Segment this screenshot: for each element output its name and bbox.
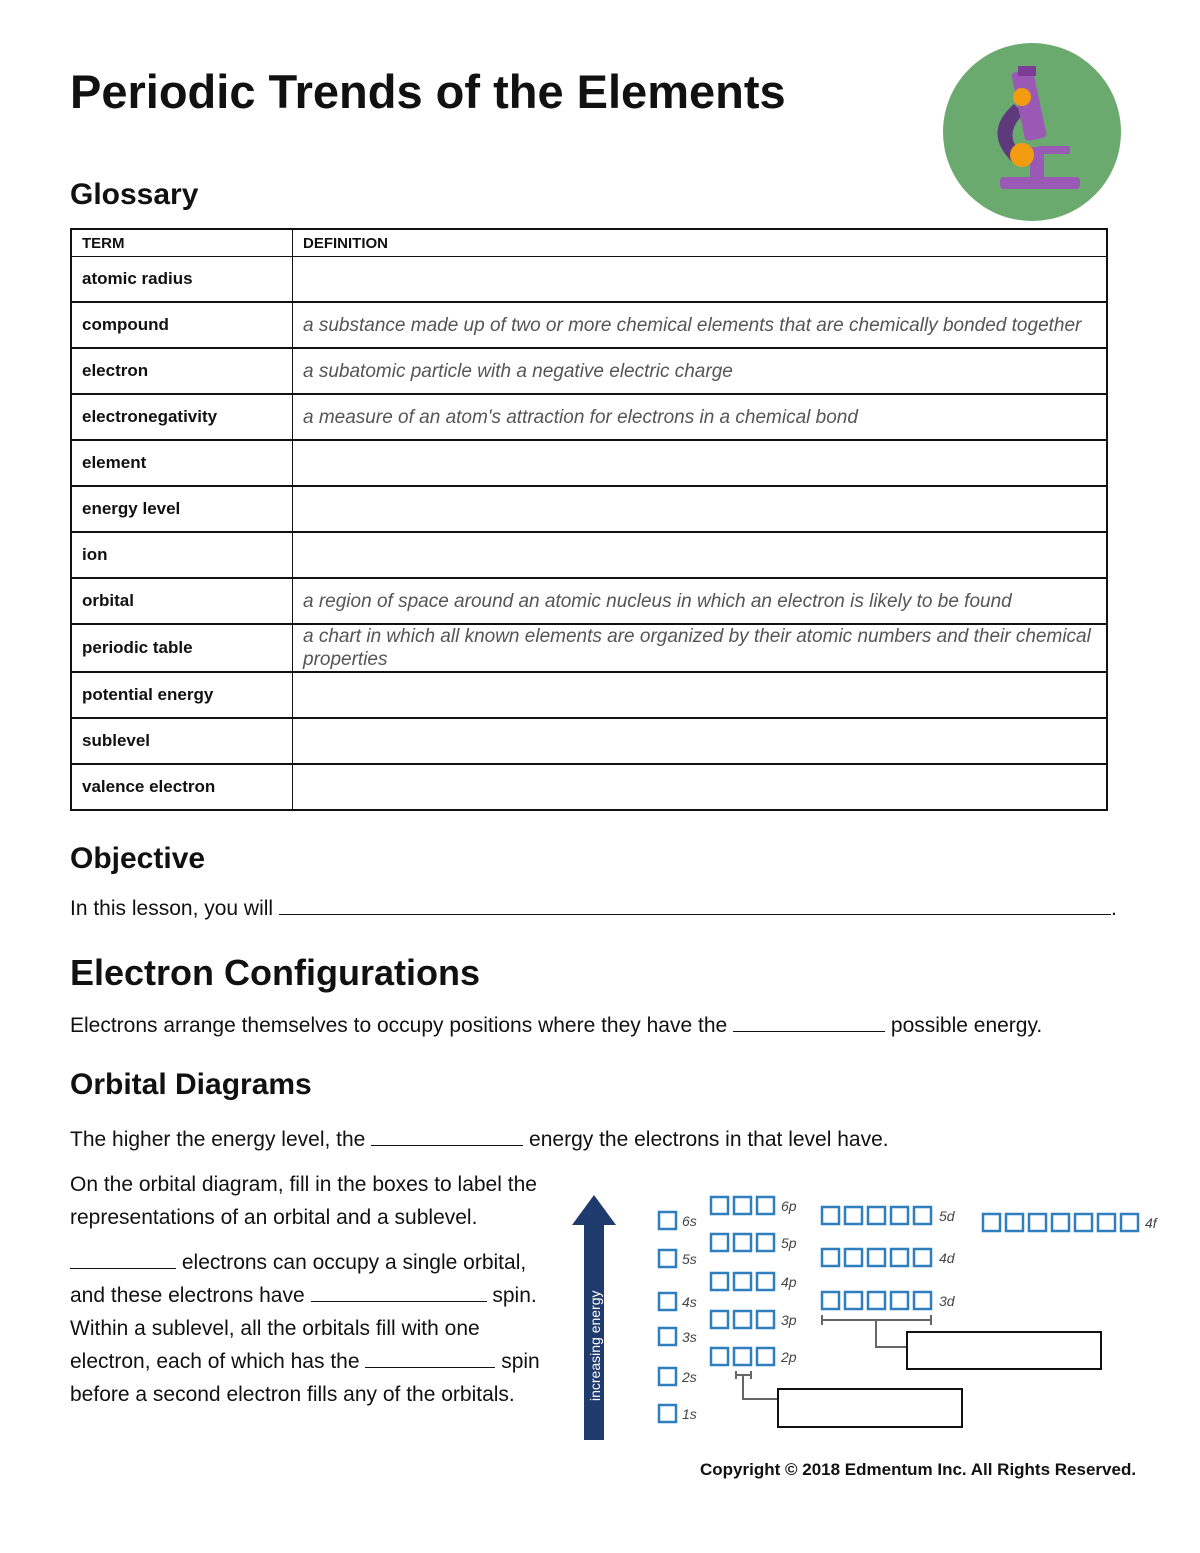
orbital-box-5d[interactable]	[891, 1207, 908, 1224]
definition-cell[interactable]	[293, 440, 1108, 486]
orbital-diagrams-heading: Orbital Diagrams	[70, 1068, 312, 1101]
orbital-box-3d[interactable]	[845, 1292, 862, 1309]
definition-cell: a substance made up of two or more chemical elements that are chemically bonded together	[293, 302, 1108, 348]
orbital-box-5d[interactable]	[822, 1207, 839, 1224]
orbital-box-4s[interactable]	[659, 1293, 676, 1310]
term-cell: compound	[71, 302, 293, 348]
microscope-eyepiece	[1018, 66, 1036, 76]
objective-blank[interactable]	[279, 896, 1111, 915]
term-cell: element	[71, 440, 293, 486]
orbital-box-3p[interactable]	[757, 1311, 774, 1328]
definition-cell: a subatomic particle with a negative electric charge	[293, 348, 1108, 394]
orbital-box-5p[interactable]	[757, 1234, 774, 1251]
table-header-term: TERM	[71, 229, 293, 257]
sublevel-label: 2s	[682, 1369, 697, 1385]
sublevel-label: 4p	[781, 1274, 797, 1290]
orbital-bracket	[736, 1371, 778, 1399]
orbital-box-4d[interactable]	[914, 1249, 931, 1266]
definition-cell[interactable]	[293, 486, 1108, 532]
microscope-knob-bottom	[1010, 143, 1034, 167]
definition-cell: a region of space around an atomic nucleus in which an electron is likely to be found	[293, 578, 1108, 624]
lowest-energy-blank[interactable]	[733, 1013, 885, 1032]
orbital-box-4f[interactable]	[1098, 1214, 1115, 1231]
sublevel-label: 2p	[781, 1349, 797, 1365]
sublevel-label: 4d	[939, 1250, 955, 1266]
orbital-box-4d[interactable]	[845, 1249, 862, 1266]
orbital-box-3d[interactable]	[868, 1292, 885, 1309]
orbital-box-4p[interactable]	[711, 1273, 728, 1290]
orbital-box-3d[interactable]	[822, 1292, 839, 1309]
definition-cell[interactable]	[293, 764, 1108, 810]
definition-cell[interactable]	[293, 672, 1108, 718]
definition-cell[interactable]	[293, 532, 1108, 578]
arrow-label: increasing energy	[587, 1290, 603, 1401]
electron-count-blank[interactable]	[70, 1250, 176, 1269]
sublevel-label: 5p	[781, 1235, 797, 1251]
term-cell: energy level	[71, 486, 293, 532]
sublevel-label: 3s	[682, 1329, 697, 1345]
spin-text-b: spin. Within a sublevel, all the orbitals fill with one electron, each of which has the	[70, 1284, 537, 1373]
term-cell: atomic radius	[71, 257, 293, 303]
orbital-box-6p[interactable]	[757, 1197, 774, 1214]
spin-text-c: spin before a second electron fills any of the orbitals.	[70, 1350, 540, 1406]
table-row	[71, 486, 1107, 532]
orbital-diagram	[560, 1185, 1180, 1450]
electron-config-heading: Electron Configurations	[70, 952, 481, 993]
table-row	[71, 394, 1107, 440]
glossary-table	[70, 228, 1108, 811]
sublevel-label: 4f	[1145, 1215, 1157, 1231]
opposite-spin-blank[interactable]	[311, 1283, 487, 1302]
term-cell: ion	[71, 532, 293, 578]
orbital-box-3p[interactable]	[711, 1311, 728, 1328]
table-row	[71, 257, 1107, 303]
orbital-box-5s[interactable]	[659, 1250, 676, 1267]
orbital-box-4f[interactable]	[1006, 1214, 1023, 1231]
sublevel-answer-box[interactable]	[907, 1332, 1101, 1369]
orbital-box-4f[interactable]	[1075, 1214, 1092, 1231]
orbital-box-2p[interactable]	[711, 1348, 728, 1365]
orbital-box-5p[interactable]	[734, 1234, 751, 1251]
orbital-box-6p[interactable]	[711, 1197, 728, 1214]
term-cell: valence electron	[71, 764, 293, 810]
term-cell: sublevel	[71, 718, 293, 764]
sublevel-label: 4s	[682, 1294, 697, 1310]
table-row	[71, 302, 1107, 348]
instruction-paragraph: On the orbital diagram, fill in the boxes to label the representations of an orbital and a sublevel.	[70, 1173, 537, 1229]
higher-energy-blank[interactable]	[371, 1127, 523, 1146]
definition-cell[interactable]	[293, 257, 1108, 303]
table-row	[71, 672, 1107, 718]
objective-heading: Objective	[70, 842, 206, 875]
orbital-box-4f[interactable]	[1121, 1214, 1138, 1231]
sublevel-label: 3d	[939, 1293, 955, 1309]
definition-cell: a chart in which all known elements are organized by their atomic numbers and their chemical properties	[293, 624, 1108, 672]
orbital-box-3s[interactable]	[659, 1328, 676, 1345]
orbital-instructions	[70, 1168, 550, 1411]
definition-cell: a measure of an atom's attraction for electrons in a chemical bond	[293, 394, 1108, 440]
table-row	[71, 440, 1107, 486]
orbital-box-4f[interactable]	[1029, 1214, 1046, 1231]
page-title: Periodic Trends of the Elements	[70, 65, 786, 118]
orbital-box-6s[interactable]	[659, 1212, 676, 1229]
same-spin-blank[interactable]	[365, 1349, 495, 1368]
table-row	[71, 624, 1107, 672]
orbital-box-2p[interactable]	[757, 1348, 774, 1365]
definition-cell[interactable]	[293, 718, 1108, 764]
sublevel-label: 6s	[682, 1213, 697, 1229]
term-cell: periodic table	[71, 624, 293, 672]
orbital-box-4d[interactable]	[822, 1249, 839, 1266]
copyright: Copyright © 2018 Edmentum Inc. All Rights Reserved.	[700, 1460, 1137, 1479]
orbital-box-4f[interactable]	[1052, 1214, 1069, 1231]
orbital-box-1s[interactable]	[659, 1405, 676, 1422]
increasing-energy-arrow	[572, 1195, 616, 1440]
energy-level-sentence	[70, 1127, 889, 1152]
orbital-box-5d[interactable]	[845, 1207, 862, 1224]
energy-level-after: energy the electrons in that level have.	[529, 1128, 889, 1151]
electron-config-sentence	[70, 1013, 1042, 1038]
sublevel-label: 1s	[682, 1406, 697, 1422]
orbital-box-4p[interactable]	[734, 1273, 751, 1290]
energy-level-before: The higher the energy level, the	[70, 1128, 366, 1151]
orbital-box-4f[interactable]	[983, 1214, 1000, 1231]
orbital-box-2p[interactable]	[734, 1348, 751, 1365]
electron-config-after: possible energy.	[890, 1014, 1043, 1037]
objective-suffix: .	[1110, 897, 1117, 920]
orbital-box-3d[interactable]	[891, 1292, 908, 1309]
orbital-box-4p[interactable]	[757, 1273, 774, 1290]
spin-paragraph	[70, 1246, 550, 1411]
sublevel-label: 3p	[781, 1312, 797, 1328]
term-cell: electronegativity	[71, 394, 293, 440]
microscope-logo-icon	[942, 42, 1122, 222]
orbital-box-4d[interactable]	[868, 1249, 885, 1266]
term-cell: electron	[71, 348, 293, 394]
orbital-box-5d[interactable]	[914, 1207, 931, 1224]
table-row	[71, 532, 1107, 578]
sublevel-label: 5s	[682, 1251, 697, 1267]
table-header-definition: DEFINITION	[293, 229, 1108, 257]
term-cell: orbital	[71, 578, 293, 624]
table-row	[71, 718, 1107, 764]
table-row	[71, 578, 1107, 624]
electron-config-before: Electrons arrange themselves to occupy positions where they have the	[70, 1014, 728, 1037]
orbital-box-2s[interactable]	[659, 1368, 676, 1385]
orbital-answer-box[interactable]	[778, 1389, 962, 1427]
sublevel-label: 5d	[939, 1208, 955, 1224]
objective-sentence	[70, 896, 1117, 921]
objective-prefix: In this lesson, you will	[70, 897, 274, 920]
orbital-box-5d[interactable]	[868, 1207, 885, 1224]
orbital-box-6p[interactable]	[734, 1197, 751, 1214]
orbital-box-4d[interactable]	[891, 1249, 908, 1266]
sublevel-label: 6p	[781, 1198, 797, 1214]
table-row	[71, 348, 1107, 394]
orbital-box-5p[interactable]	[711, 1234, 728, 1251]
table-row	[71, 764, 1107, 810]
term-cell: potential energy	[71, 672, 293, 718]
glossary-heading: Glossary	[70, 178, 199, 211]
microscope-stage	[1038, 146, 1070, 154]
spin-text-a: electrons can occupy a single orbital, and these electrons have	[70, 1251, 527, 1307]
orbital-box-3d[interactable]	[914, 1292, 931, 1309]
orbital-box-3p[interactable]	[734, 1311, 751, 1328]
microscope-knob-top	[1013, 88, 1031, 106]
